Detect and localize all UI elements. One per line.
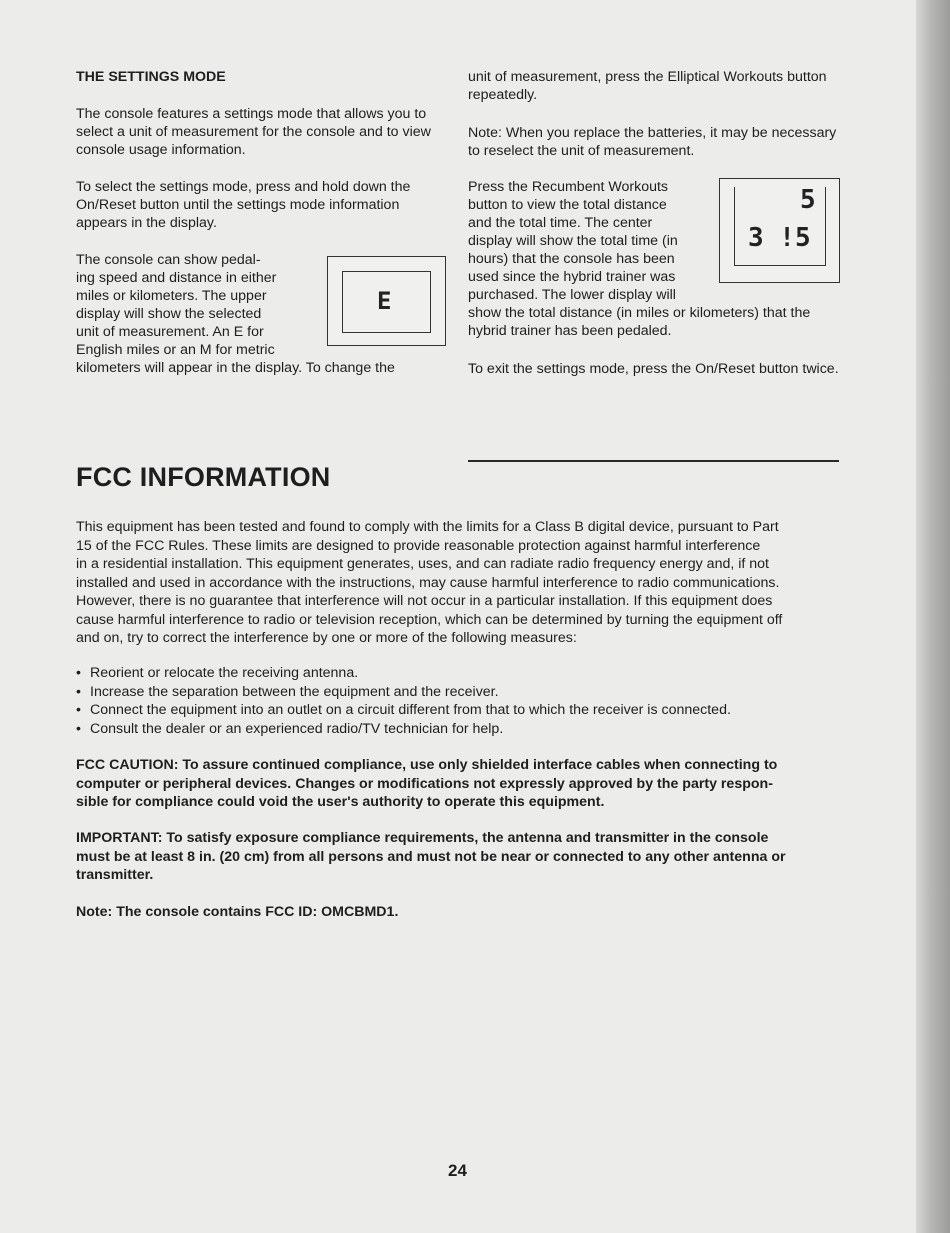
- text-line: computer or peripheral devices. Changes or modifications not expressly approved by the party respon-: [76, 775, 773, 792]
- text-line: show the total distance (in miles or kilometers) that the: [468, 305, 811, 321]
- fcc-title: FCC INFORMATION: [76, 462, 331, 492]
- text-line: and the total time. The center: [468, 215, 653, 231]
- fcc-id-note: Note: The console contains FCC ID: OMCBMD1.: [76, 904, 399, 920]
- settings-paragraph-1: The console features a settings mode that allows you to select a unit of measurement for the console and to view console usage information.: [76, 106, 431, 158]
- text-line: must be at least 8 in. (20 cm) from all persons and must not be near or connected to any other antenna or: [76, 848, 786, 865]
- text-line: and on, try to correct the interference by one or more of the following measures:: [76, 630, 577, 646]
- text-line: ing speed and distance in either: [76, 270, 277, 286]
- text-line: hybrid trainer has been pedaled.: [468, 323, 672, 339]
- list-item: • Reorient or relocate the receiving antenna.: [76, 665, 359, 681]
- text-line: purchased. The lower display will: [468, 287, 676, 303]
- list-item: • Connect the equipment into an outlet on a circuit different from that to which the receiver is connected.: [76, 702, 731, 719]
- text-line: display will show the total time (in: [468, 233, 678, 249]
- text-line: FCC CAUTION: To assure continued compliance, use only shielded interface cables when connecting to: [76, 757, 778, 773]
- text-line: Press the Recumbent Workouts: [468, 179, 669, 195]
- list-item: • Increase the separation between the equipment and the receiver.: [76, 683, 499, 700]
- unit-character: E: [377, 287, 392, 315]
- text-line: kilometers will appear in the display. To change the: [76, 360, 395, 376]
- text-line: miles or kilometers. The upper: [76, 288, 267, 304]
- fcc-body: [76, 518, 782, 648]
- list-item-text: Consult the dealer or an experienced radio/TV technician for help.: [90, 720, 504, 737]
- text-line: display will show the selected: [76, 306, 262, 322]
- text-line: However, there is no guarantee that interference will not occur in a particular installation. If this equipment does: [76, 593, 773, 609]
- battery-note: Note: When you replace the batteries, it may be necessary to reselect the unit of measurement.: [468, 125, 837, 159]
- section-divider: [468, 460, 839, 462]
- exit-settings-paragraph: To exit the settings mode, press the On/Reset button twice.: [468, 361, 839, 377]
- text-line: used since the hybrid trainer was: [468, 269, 676, 285]
- text-line: IMPORTANT: To satisfy exposure compliance requirements, the antenna and transmitter in the console: [76, 830, 769, 846]
- page-edge-shadow: [916, 0, 950, 1233]
- settings-heading: THE SETTINGS MODE: [76, 69, 226, 85]
- text-line: installed and used in accordance with the instructions, may cause harmful interference to radio communications.: [76, 574, 780, 591]
- text-line: unit of measurement. An E for: [76, 324, 264, 340]
- console-display-unit: [327, 256, 446, 346]
- text-line: This equipment has been tested and found to comply with the limits for a Class B digital device, pursuant to Part: [76, 519, 779, 535]
- text-line: hours) that the console has been: [468, 251, 675, 267]
- text-line: The console can show pedal-: [76, 252, 261, 268]
- settings-paragraph-3-continued: unit of measurement, press the Elliptical Workouts button repeatedly.: [468, 69, 827, 103]
- page-number: 24: [448, 1161, 467, 1180]
- text-line: 15 of the FCC Rules. These limits are designed to provide reasonable protection against harmful interference: [76, 537, 761, 554]
- text-line: button to view the total distance: [468, 197, 667, 213]
- total-time-digit: 5: [800, 185, 816, 215]
- text-line: transmitter.: [76, 867, 154, 883]
- list-item-text: Increase the separation between the equipment and the receiver.: [90, 683, 499, 700]
- fcc-caution: [76, 756, 777, 812]
- text-line: in a residential installation. This equipment generates, uses, and can radiate radio frequency energy and, if not: [76, 556, 769, 572]
- fcc-measures-list: [76, 664, 731, 738]
- text-line: sible for compliance could void the user's authority to operate this equipment.: [76, 794, 605, 810]
- fcc-important: [76, 829, 786, 885]
- console-display-totals: [719, 178, 840, 283]
- total-distance-digits: 3 !5: [748, 223, 811, 253]
- text-line: cause harmful interference to radio or television reception, which can be determined by turning the equipment off: [76, 611, 783, 628]
- list-item: • Consult the dealer or an experienced radio/TV technician for help.: [76, 720, 504, 737]
- list-item-text: Connect the equipment into an outlet on a circuit different from that to which the receiver is connected.: [90, 702, 731, 719]
- settings-paragraph-2: To select the settings mode, press and hold down the On/Reset button until the settings mode information appears in the display.: [76, 179, 411, 231]
- list-item-text: Reorient or relocate the receiving antenna.: [90, 665, 359, 681]
- text-line: English miles or an M for metric: [76, 342, 275, 358]
